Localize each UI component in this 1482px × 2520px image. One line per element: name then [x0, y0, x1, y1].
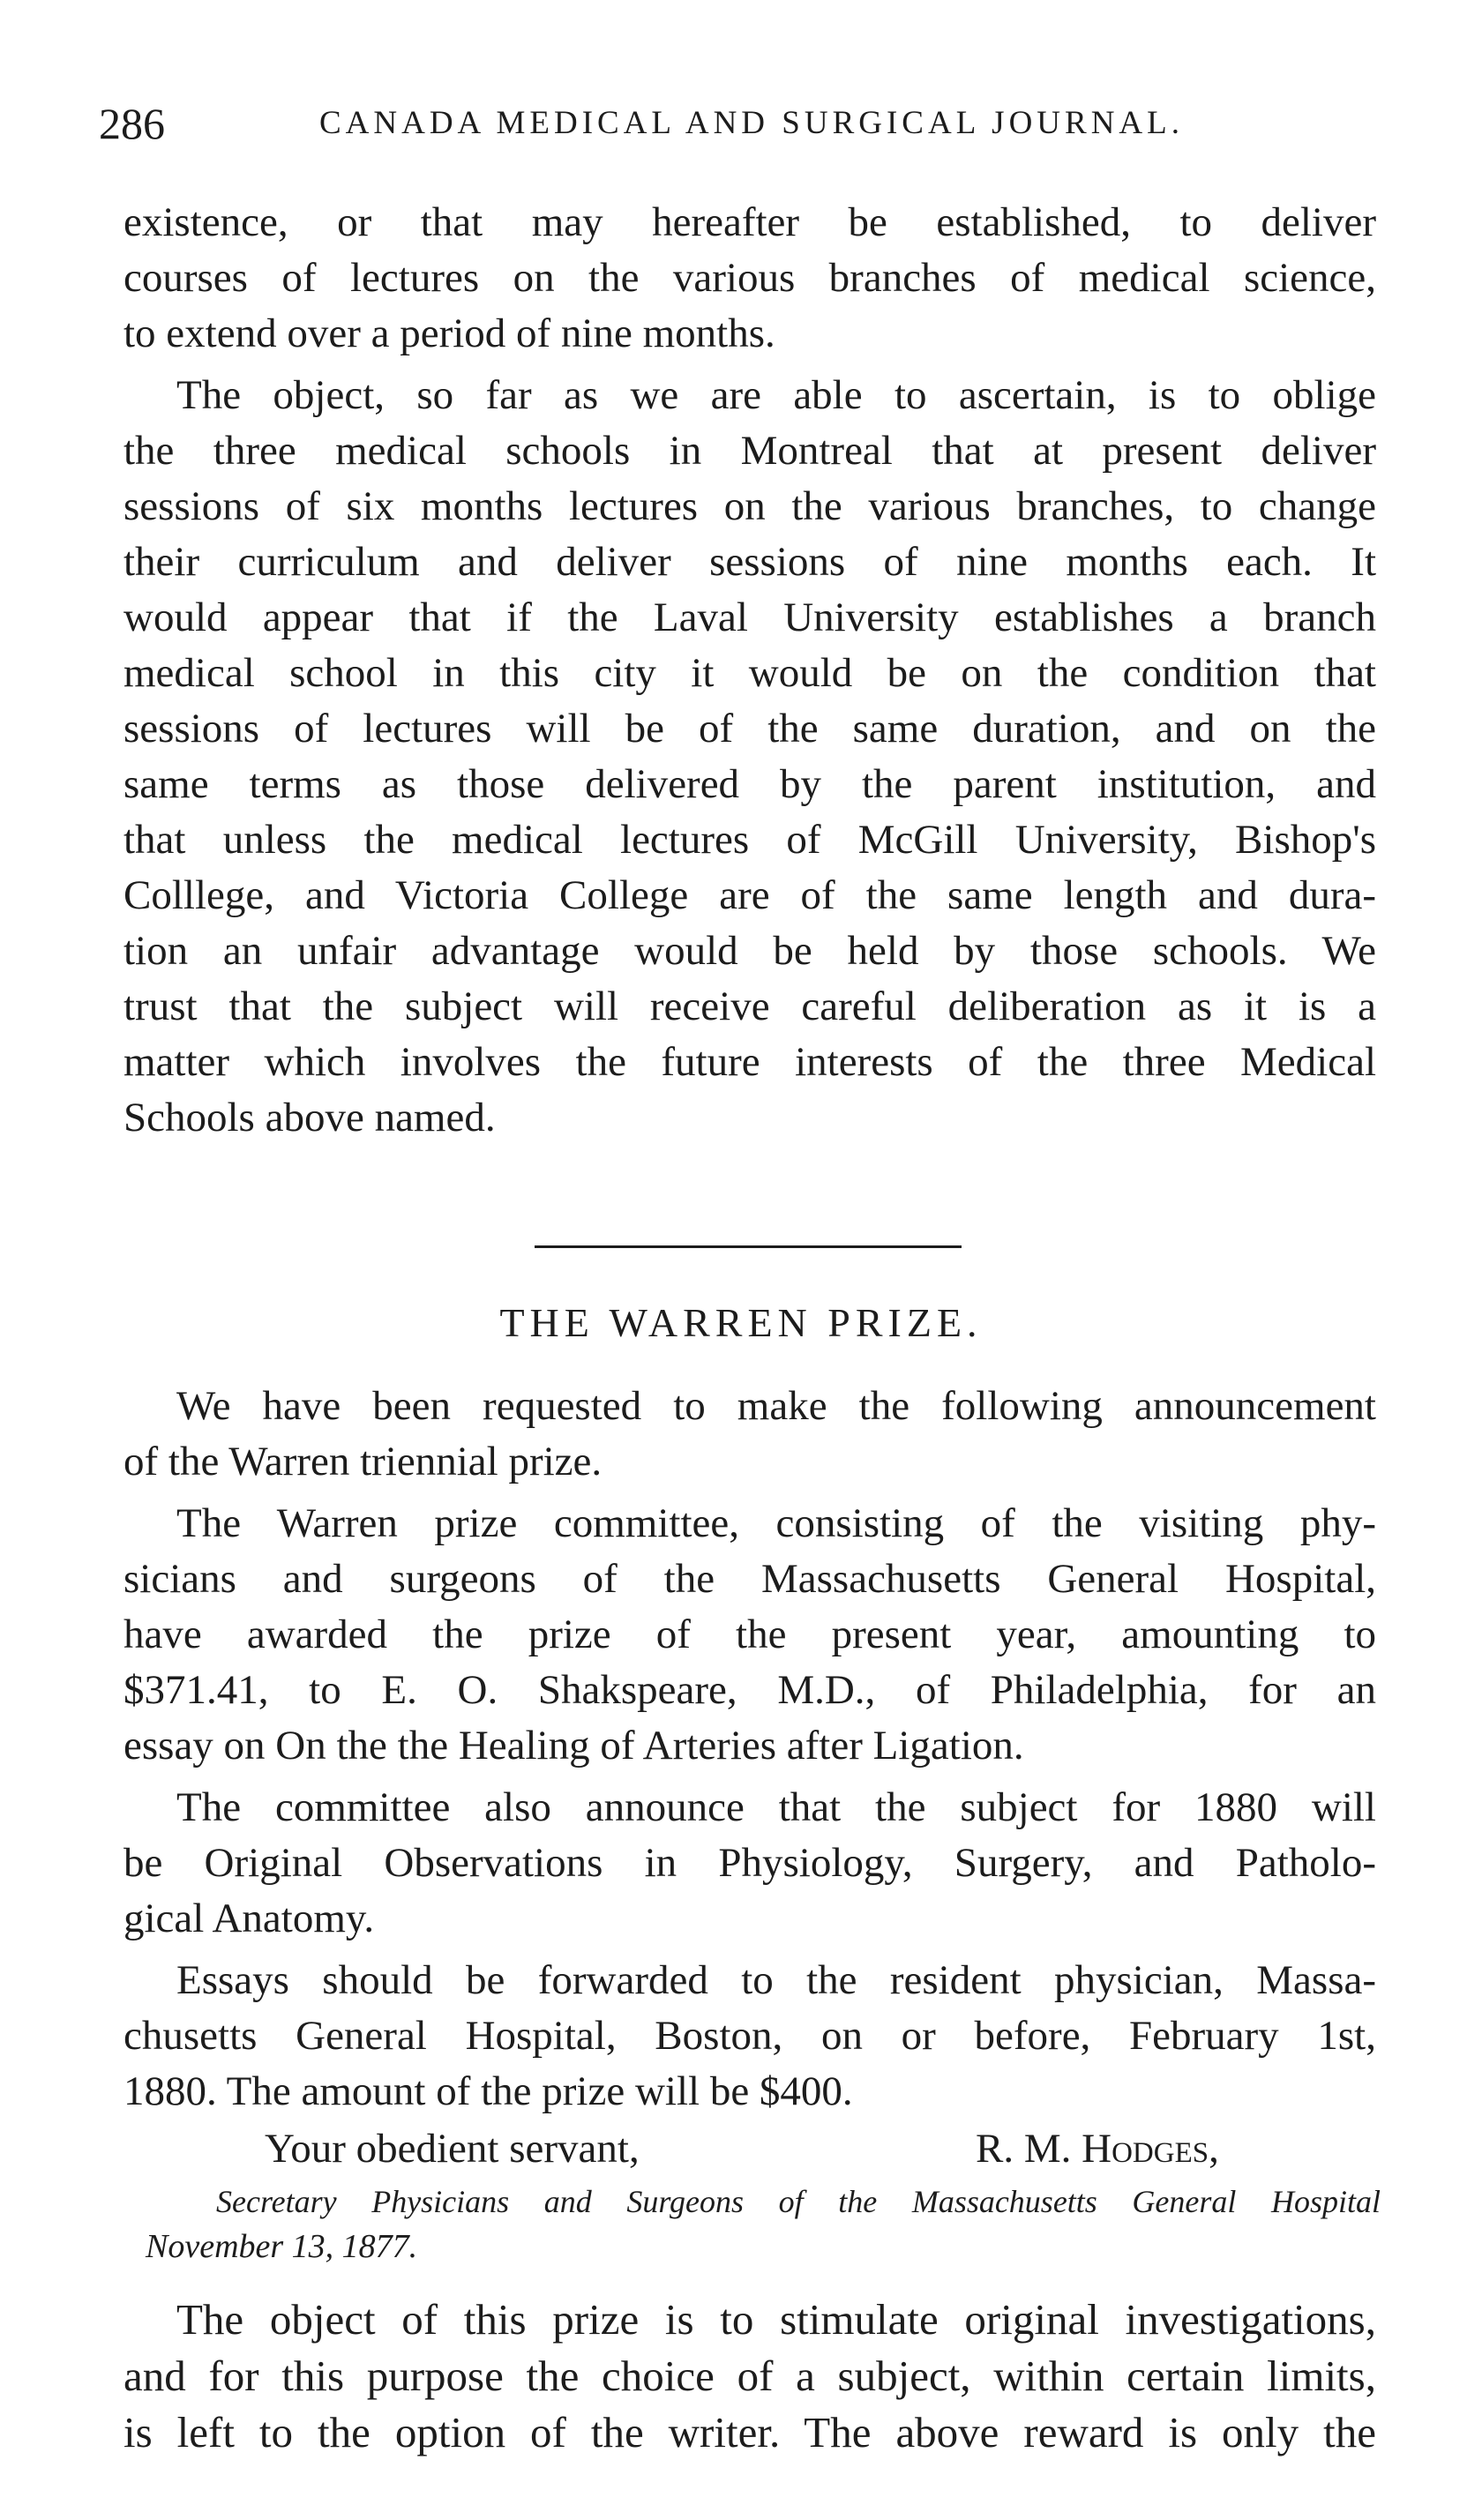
- text-line: and for this purpose the choice of a subject, within certain limits,: [124, 2352, 1376, 2400]
- section-divider: [535, 1245, 962, 1248]
- section-title: THE WARREN PRIZE.: [499, 1300, 983, 1345]
- page-header: [99, 88, 1387, 159]
- text-line: Essays should be forwarded to the resident physician, Massa-: [176, 1957, 1376, 2003]
- text-line: the three medical schools in Montreal that at present deliver: [124, 428, 1376, 474]
- text-line: matter which involves the future interests of the three Medical: [124, 1039, 1376, 1085]
- text-line: existence, or that may hereafter be established, to deliver: [124, 199, 1376, 245]
- text-line: The object, so far as we are able to ascertain, is to oblige: [176, 372, 1376, 418]
- text-line: tion an unfair advantage would be held by those schools. We: [124, 928, 1376, 974]
- text-line: be Original Observations in Physiology, Surgery, and Patholo-: [124, 1840, 1376, 1886]
- text-line: chusetts General Hospital, Boston, on or before, February 1st,: [124, 2013, 1376, 2059]
- text-line: is left to the option of the writer. The above reward is only the: [124, 2408, 1376, 2456]
- text-line: sessions of six months lectures on the various branches, to change: [124, 483, 1376, 529]
- text-line: $371.41, to E. O. Shakspeare, M.D., of Philadelphia, for an: [124, 1667, 1376, 1713]
- text-line: The Warren prize committee, consisting of the visiting phy-: [176, 1500, 1376, 1546]
- text-line: essay on On the the Healing of Arteries after Ligation.: [124, 1723, 1024, 1768]
- text-line: Colllege, and Victoria College are of the same length and dura-: [124, 872, 1376, 918]
- text-line: to extend over a period of nine months.: [124, 310, 775, 356]
- signature-name: R. M. Hodges,: [976, 2126, 1219, 2172]
- signature-date: November 13, 1877.: [146, 2228, 418, 2265]
- text-line: trust that the subject will receive careful deliberation as it is a: [124, 983, 1376, 1029]
- text-line: of the Warren triennial prize.: [124, 1439, 603, 1484]
- text-line: gical Anatomy.: [124, 1896, 375, 1941]
- text-line: have awarded the prize of the present year, amounting to: [124, 1611, 1376, 1657]
- text-line: would appear that if the Laval University establishes a branch: [124, 594, 1376, 640]
- text-line: sicians and surgeons of the Massachusetts General Hospital,: [124, 1556, 1376, 1602]
- text-line: that unless the medical lectures of McGill University, Bishop's: [124, 817, 1376, 863]
- page-number: 286: [99, 99, 165, 148]
- signature-affiliation: Secretary Physicians and Surgeons of the Massachusetts General Hospital: [216, 2184, 1381, 2219]
- text-line: We have been requested to make the following announcement: [176, 1383, 1376, 1429]
- signature-closing: Your obedient servant,: [265, 2126, 640, 2172]
- text-line: same terms as those delivered by the parent institution, and: [124, 761, 1376, 807]
- text-line: The object of this prize is to stimulate original investigations,: [176, 2295, 1376, 2344]
- text-line: 1880. The amount of the prize will be $400.: [124, 2068, 853, 2114]
- text-line: Schools above named.: [124, 1095, 496, 1140]
- text-line: their curriculum and deliver sessions of nine months each. It: [124, 539, 1376, 585]
- text-line: The committee also announce that the subject for 1880 will: [176, 1784, 1376, 1830]
- running-head: CANADA MEDICAL AND SURGICAL JOURNAL.: [319, 105, 1184, 141]
- text-line: sessions of lectures will be of the same duration, and on the: [124, 706, 1376, 752]
- text-line: courses of lectures on the various branches of medical science,: [124, 255, 1376, 301]
- text-line: medical school in this city it would be on the condition that: [124, 650, 1376, 696]
